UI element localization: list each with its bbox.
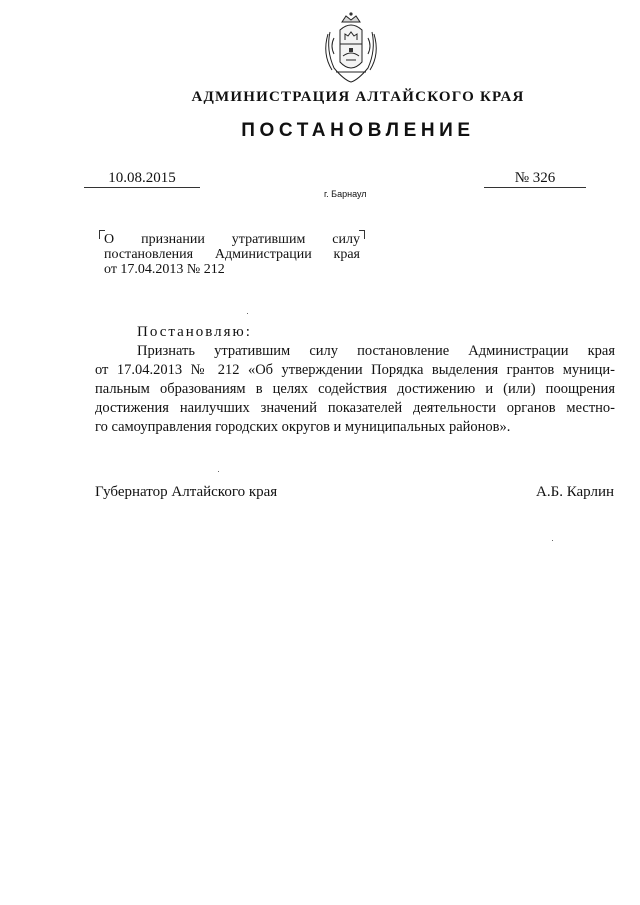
document-type-heading: ПОСТАНОВЛЕНИЕ (241, 120, 475, 141)
resolution-paragraph (95, 342, 615, 437)
subject-line: от 17.04.2013 № 212 (104, 262, 225, 277)
signatory-name: А.Б. Карлин (536, 484, 615, 500)
paragraph-line: го самоуправления городских округов и муниципальных районов». (95, 419, 511, 435)
paragraph-line: достижения наилучших значений показателей деятельности органов местно- (95, 400, 615, 416)
document-date: 10.08.2015 (84, 170, 200, 188)
scan-speck (218, 471, 219, 472)
organization-title: АДМИНИСТРАЦИЯ АЛТАЙСКОГО КРАЯ (191, 89, 525, 105)
document-number: № 326 (484, 170, 586, 188)
scan-speck (552, 540, 553, 541)
subject-line: О признании утратившим силу (104, 232, 360, 247)
subject-line: постановления Администрации края (104, 247, 360, 262)
paragraph-line: Признать утратившим силу постановление Администрации края (137, 343, 615, 359)
paragraph-line: пальным образованиям в целях содействия достижению и (или) поощрения (95, 381, 615, 397)
document-city: г. Барнаул (324, 189, 367, 199)
document-subject (104, 232, 360, 277)
resolve-word: Постановляю: (137, 324, 252, 340)
signatory-title: Губернатор Алтайского края (95, 484, 278, 500)
altai-krai-coat-of-arms-icon (318, 10, 384, 86)
paragraph-line: от 17.04.2013 № 212 «Об утверждении Порядка выделения грантов муници- (95, 362, 615, 378)
scan-speck (247, 313, 248, 314)
